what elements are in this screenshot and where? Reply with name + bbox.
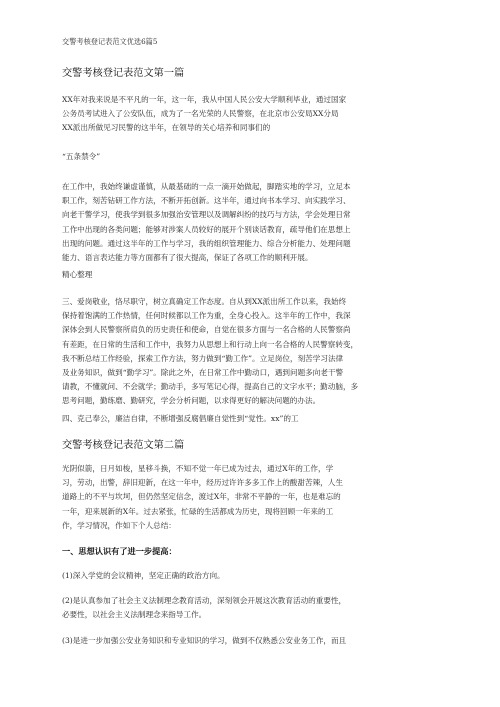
list-item-2 [62,594,442,622]
text-line: 思考问题，勤练磨、勤研究，学会分析问题，以求得更好的解决问题的办法。 [62,396,321,406]
text-line: 保持着饱满的工作热情，任何时候都以工作为重，全身心投入。这半年的工作中，我深 [62,311,351,321]
quote-line: “五条禁令” [62,152,101,161]
text-line: 有差距，在日常的生活和工作中，我努力从思想上和行动上向一名合格的人民警察转变， [62,339,359,349]
text-line: 向老干警学习，使我学到很多加强治安管理以及调解纠纷的技巧与方法，学会处理日常 [62,210,351,220]
document-title: 交警考核登记表范文优选6篇5 [62,37,158,46]
text-line: 能力、语言表达能力等方面都有了很大提高，保证了各项工作的顺利开展。 [62,253,313,263]
text-line: 必要性，以社会主义法制理念来指导工作。 [62,610,207,620]
paragraph-5 [62,462,442,533]
text-line: 深体会到人民警察所肩负的历史责任和使命，自觉在很多方面与一名合格的人民警察尚 [62,325,351,335]
paragraph-1 [62,93,442,136]
subtitle-note: 精心整理 [62,270,93,279]
text-line: 公务员考试进入了公安队伍，成为了一名光荣的人民警察，在北京市公安局XX分局 [62,109,339,119]
bold-subheading: 一、思想认识有了进一步提高： [62,546,177,556]
text-line: 我不断总结工作经验，探索工作方法，努力做到“勤工作”。立足岗位，刻苦学习法律 [62,353,344,363]
text-line: (2)是认真参加了社会主义法制理念教育活动，深刻领会开展这次教育活动的重要性， [62,596,347,605]
section-1-title: 交警考核登记表范文第一篇 [62,68,185,79]
paragraph-3 [62,295,442,409]
text-line: 习，劳动，出警，辞旧迎新，在这一年中，经历过许许多多工作上的酸甜苦辣，人生 [62,478,343,488]
list-item-3: (3)是进一步加强公安业务知识和专业知识的学习，做到不仅熟悉公安业务工作，而且 [62,636,347,645]
text-line: 光阴似箭，日月如梭，星移斗换，不知不觉一年已成为过去，通过X年的工作，学 [62,464,334,473]
text-line: XX派出所做见习民警的这半年，在领导的关心培养和同事们的 [62,123,271,133]
text-line: 道路上的不平与坎坷，但仍然坚定信念，渡过X年，非常不平静的一年，也是难忘的 [62,492,341,502]
text-line: 三、爱岗敬业，恪尽职守，树立真确定工作态度。自从到XX派出所工作以来，我始终 [62,297,347,306]
text-line: 请教，不懂就问、不会就学；勤动手，多写笔记心得，提高自己的文字水平；勤动脑，多 [62,382,359,392]
text-line: XX年对我来说是不平凡的一年，这一年，我从中国人民公安大学顺利毕业，通过国家 [62,95,347,104]
text-line: 作，学习情况，作如下个人总结： [62,520,176,530]
paragraph-2 [62,180,442,265]
text-line: 职工作，刻苦钻研工作方法，不断开拓创新。这半年，通过向书本学习、向实践学习、 [62,196,351,206]
text-line: 及业务知识，做到“勤学习”。除此之外，在日常工作中勤动口，遇到问题多向老干警 [62,368,344,378]
text-line: 工作中出现的各类问题；能够对涉案人员较好的展开个别谈话教育，疏导他们在思想上 [62,224,351,234]
text-line: 出现的问题。通过这半年的工作与学习，我的组织管理能力、综合分析能力、处理问题 [62,238,351,248]
section-2-title: 交警考核登记表范文第二篇 [62,440,185,451]
text-line: 一年，迎来展新的X年。过去紧张，忙碌的生活都成为历史，现将回顾一年来的工 [62,506,334,516]
text-line: 在工作中，我始终谦虚谨慎，从最基础的一点一滴开始做起，脚踏实地的学习，立足本 [62,182,351,191]
list-item-1: (1)深入学党的会议精神，坚定正确的政治方向。 [62,571,225,580]
paragraph-4: 四、克己奉公，廉洁自律，不断增强反腐倡廉自觉性到“觉性。xx”的工 [62,414,299,423]
